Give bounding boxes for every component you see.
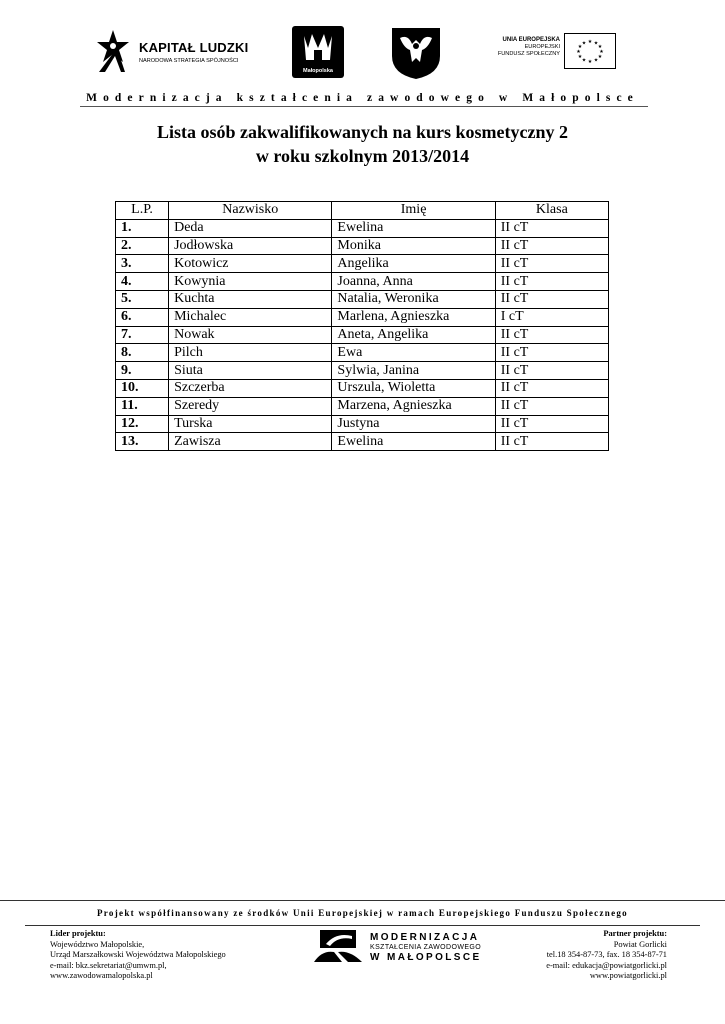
table-row bbox=[116, 362, 609, 380]
cell-class: II cT bbox=[495, 255, 608, 273]
cell-class: II cT bbox=[495, 362, 608, 380]
cell-surname: Szeredy bbox=[169, 397, 332, 415]
cell-first-name: Monika bbox=[332, 237, 495, 255]
header-lp: L.P. bbox=[116, 202, 169, 220]
cell-surname: Jodłowska bbox=[169, 237, 332, 255]
eu-flag-icon bbox=[564, 33, 616, 69]
header-class: Klasa bbox=[495, 202, 608, 220]
svg-text:★: ★ bbox=[597, 54, 603, 60]
cell-surname: Pilch bbox=[169, 344, 332, 362]
cell-first-name: Sylwia, Janina bbox=[332, 362, 495, 380]
cell-surname: Kowynia bbox=[169, 273, 332, 291]
svg-text:★: ★ bbox=[577, 44, 583, 50]
partner-title: Partner projektu: bbox=[603, 929, 667, 938]
cell-first-name: Marzena, Agnieszka bbox=[332, 397, 495, 415]
partner-line: e-mail: edukacja@powiatgorlicki.pl bbox=[546, 960, 667, 970]
cell-surname: Siuta bbox=[169, 362, 332, 380]
eu-line1: UNIA EUROPEJSKA bbox=[502, 37, 560, 43]
table-row bbox=[116, 237, 609, 255]
eu-line2: EUROPEJSKI bbox=[524, 44, 560, 50]
kapital-ludzki-star-icon bbox=[95, 28, 131, 74]
cell-lp: 13. bbox=[116, 433, 169, 451]
leader-line: www.zawodowamalopolska.pl bbox=[50, 971, 153, 980]
cell-class: II cT bbox=[495, 273, 608, 291]
svg-text:★: ★ bbox=[599, 49, 604, 55]
leader-line: Urząd Marszałkowski Województwa Małopolskiego bbox=[50, 950, 226, 959]
partner-line: Powiat Gorlicki bbox=[613, 939, 667, 949]
cell-surname: Michalec bbox=[169, 308, 332, 326]
cell-lp: 3. bbox=[116, 255, 169, 273]
table-row bbox=[116, 433, 609, 451]
table-header-row bbox=[116, 202, 609, 220]
document-subtitle: w roku szkolnym 2013/2014 bbox=[255, 146, 470, 166]
kapital-ludzki-title: KAPITAŁ LUDZKI bbox=[139, 40, 249, 55]
modernizacja-logo bbox=[312, 926, 492, 968]
table-row bbox=[116, 415, 609, 433]
modernizacja-emblem-icon bbox=[312, 926, 364, 966]
cell-lp: 11. bbox=[116, 397, 169, 415]
footer-divider-top bbox=[0, 900, 725, 901]
table-row bbox=[116, 308, 609, 326]
kapital-ludzki-logo bbox=[95, 26, 260, 78]
leader-line: Województwo Małopolskie, bbox=[50, 939, 145, 949]
table-row bbox=[116, 273, 609, 291]
cell-lp: 10. bbox=[116, 379, 169, 397]
cell-surname: Nowak bbox=[169, 326, 332, 344]
cell-lp: 12. bbox=[116, 415, 169, 433]
header-tagline: Modernizacja kształcenia zawodowego w Małopolsce bbox=[86, 92, 639, 104]
cell-lp: 6. bbox=[116, 308, 169, 326]
malopolska-label: Małopolska bbox=[303, 68, 333, 74]
cell-class: II cT bbox=[495, 433, 608, 451]
svg-text:★: ★ bbox=[581, 40, 587, 47]
logo-line3: W MAŁOPOLSCE bbox=[370, 952, 482, 963]
cell-class: II cT bbox=[495, 379, 608, 397]
cell-class: II cT bbox=[495, 326, 608, 344]
kapital-ludzki-subtitle: NARODOWA STRATEGIA SPÓJNOŚCI bbox=[139, 58, 239, 64]
table-row bbox=[116, 290, 609, 308]
eagle-shield-icon bbox=[390, 26, 442, 80]
qualified-students-table bbox=[115, 201, 609, 451]
table-row bbox=[116, 326, 609, 344]
cell-lp: 2. bbox=[116, 237, 169, 255]
eu-line3: FUNDUSZ SPOŁECZNY bbox=[497, 51, 560, 57]
table-row bbox=[116, 397, 609, 415]
cell-class: I cT bbox=[495, 308, 608, 326]
cell-first-name: Justyna bbox=[332, 415, 495, 433]
cell-first-name: Natalia, Weronika bbox=[332, 290, 495, 308]
coat-of-arms-logo bbox=[390, 26, 442, 80]
leader-line: e-mail: bkz.sekretariat@umwm.pl, bbox=[50, 960, 167, 970]
cell-first-name: Ewelina bbox=[332, 219, 495, 237]
table-row bbox=[116, 344, 609, 362]
header-first-name: Imię bbox=[332, 202, 495, 220]
svg-text:★: ★ bbox=[587, 39, 593, 45]
svg-text:★: ★ bbox=[593, 57, 599, 64]
cell-surname: Kuchta bbox=[169, 290, 332, 308]
eu-logo bbox=[488, 33, 616, 71]
partner-line: tel.18 354-87-73, fax. 18 354-87-71 bbox=[546, 950, 667, 959]
cell-first-name: Joanna, Anna bbox=[332, 273, 495, 291]
partner-line: www.powiatgorlicki.pl bbox=[589, 971, 667, 980]
table-row bbox=[116, 379, 609, 397]
cell-class: II cT bbox=[495, 415, 608, 433]
cell-class: II cT bbox=[495, 397, 608, 415]
cell-class: II cT bbox=[495, 290, 608, 308]
cell-lp: 8. bbox=[116, 344, 169, 362]
table-body bbox=[116, 219, 609, 450]
document-title: Lista osób zakwalifikowanych na kurs kosmetyczny 2 bbox=[156, 122, 569, 142]
cell-lp: 9. bbox=[116, 362, 169, 380]
table-row bbox=[116, 219, 609, 237]
cell-surname: Szczerba bbox=[169, 379, 332, 397]
cell-surname: Zawisza bbox=[169, 433, 332, 451]
cell-class: II cT bbox=[495, 237, 608, 255]
cell-first-name: Ewelina bbox=[332, 433, 495, 451]
svg-text:★: ★ bbox=[587, 59, 593, 65]
header-surname: Nazwisko bbox=[169, 202, 332, 220]
cell-class: II cT bbox=[495, 219, 608, 237]
svg-text:★: ★ bbox=[581, 57, 587, 64]
project-leader bbox=[50, 929, 226, 982]
modernizacja-text bbox=[370, 932, 482, 963]
cell-first-name: Marlena, Agnieszka bbox=[332, 308, 495, 326]
svg-text:★: ★ bbox=[577, 54, 583, 60]
project-partner bbox=[546, 929, 667, 982]
cell-surname: Kotowicz bbox=[169, 255, 332, 273]
cell-first-name: Angelika bbox=[332, 255, 495, 273]
cell-class: II cT bbox=[495, 344, 608, 362]
header-divider bbox=[80, 106, 648, 107]
cell-first-name: Aneta, Angelika bbox=[332, 326, 495, 344]
logo-line1: MODERNIZACJA bbox=[370, 932, 480, 943]
leader-title: Lider projektu: bbox=[50, 929, 106, 938]
cell-lp: 5. bbox=[116, 290, 169, 308]
cell-lp: 7. bbox=[116, 326, 169, 344]
cell-first-name: Ewa bbox=[332, 344, 495, 362]
footer-project-line: Projekt współfinansowany ze środków Unii Europejskiej w ramach Europejskiego Funduszu Społecznego bbox=[97, 908, 628, 918]
svg-text:★: ★ bbox=[593, 40, 599, 47]
cell-surname: Turska bbox=[169, 415, 332, 433]
svg-text:★: ★ bbox=[597, 44, 603, 50]
eu-text bbox=[498, 37, 560, 58]
table-row bbox=[116, 255, 609, 273]
logo-line2: KSZTAŁCENIA ZAWODOWEGO bbox=[370, 944, 482, 951]
cell-first-name: Urszula, Wioletta bbox=[332, 379, 495, 397]
cell-lp: 1. bbox=[116, 219, 169, 237]
malopolska-logo bbox=[292, 26, 344, 78]
cell-lp: 4. bbox=[116, 273, 169, 291]
svg-text:★: ★ bbox=[576, 49, 581, 55]
cell-surname: Deda bbox=[169, 219, 332, 237]
